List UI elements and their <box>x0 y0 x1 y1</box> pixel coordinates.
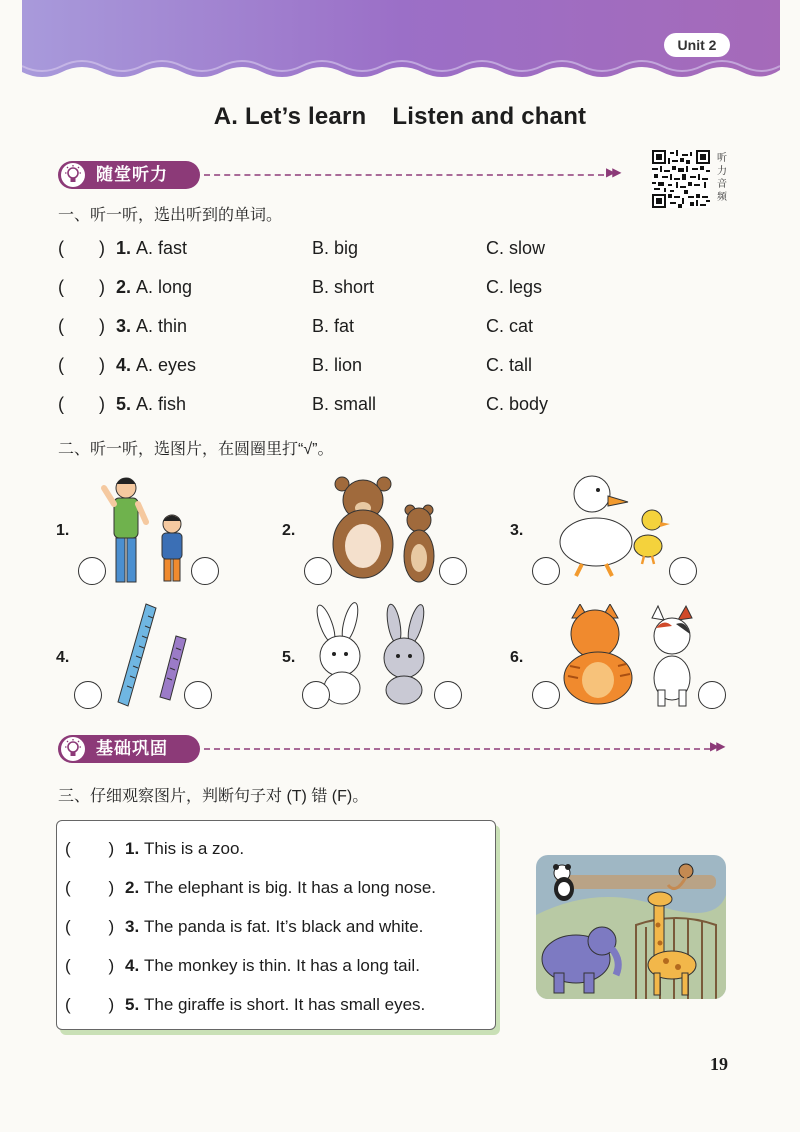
answer-blank[interactable]: ( ) <box>58 238 105 258</box>
picture-number: 1. <box>56 522 70 539</box>
big-duck-small-duck-illustration <box>556 470 672 584</box>
page-number: 19 <box>710 1054 728 1074</box>
q1-row <box>58 394 618 420</box>
statement-text: The giraffe is short. It has small eyes. <box>144 995 426 1014</box>
answer-blank[interactable]: ( ) <box>65 956 115 975</box>
option-c: C. tall <box>486 355 533 375</box>
answer-blank[interactable]: ( ) <box>58 277 105 297</box>
statement-text: The panda is fat. It’s black and white. <box>144 917 424 936</box>
item-number: 4. <box>116 355 132 375</box>
item-number: 3. <box>125 917 140 936</box>
dashed-divider <box>204 748 710 750</box>
option-b: B. big <box>312 238 359 258</box>
statement-text: The elephant is big. It has a long nose. <box>144 878 437 897</box>
option-c: C. cat <box>486 316 534 336</box>
q1-row <box>58 316 618 342</box>
answer-circle[interactable] <box>78 557 106 585</box>
section-listening <box>58 161 628 189</box>
option-b: B. short <box>312 277 375 297</box>
answer-circle[interactable] <box>532 557 560 585</box>
answer-blank[interactable]: ( ) <box>58 394 105 414</box>
q1-row <box>58 277 618 303</box>
title-part-b: Listen and chant <box>392 103 587 130</box>
option-a: A. fast <box>136 238 188 258</box>
big-bear-small-bear-illustration <box>326 474 442 586</box>
answer-blank[interactable]: ( ) <box>65 995 115 1014</box>
answer-circle[interactable] <box>439 557 467 585</box>
item-number: 5. <box>125 995 140 1014</box>
item-number: 2. <box>125 878 140 897</box>
page-title <box>0 103 800 131</box>
tall-man-short-boy-illustration <box>96 474 192 586</box>
option-a: A. thin <box>136 316 188 336</box>
option-c: C. body <box>486 394 549 414</box>
item-number: 2. <box>116 277 132 297</box>
option-c: C. slow <box>486 238 546 258</box>
zoo-scene-illustration <box>536 855 726 999</box>
qr-label: 听力音频 <box>717 153 727 203</box>
section-pill <box>58 735 200 763</box>
answer-circle[interactable] <box>184 681 212 709</box>
option-b: B. small <box>312 394 377 414</box>
answer-blank[interactable]: ( ) <box>65 878 115 897</box>
option-a: A. long <box>136 277 193 297</box>
question-3-heading: 三、仔细观察图片，判断句子对 (T) 错 (F)。 <box>58 788 369 805</box>
section-label: 基础巩固 <box>96 739 168 758</box>
item-number: 1. <box>116 238 132 258</box>
option-b: B. fat <box>312 316 355 336</box>
picture-number: 2. <box>282 522 296 539</box>
statement-text: The monkey is thin. It has a long tail. <box>144 956 420 975</box>
double-arrow-icon: ▶▶ <box>710 739 723 753</box>
answer-circle[interactable] <box>669 557 697 585</box>
answer-circle[interactable] <box>698 681 726 709</box>
picture-number: 3. <box>510 522 524 539</box>
true-false-box <box>56 820 496 1030</box>
answer-circle[interactable] <box>74 681 102 709</box>
question-1-heading: 一、听一听，选出听到的单词。 <box>58 207 283 224</box>
option-b: B. lion <box>312 355 363 375</box>
fat-cat-thin-cat-illustration <box>560 604 702 708</box>
answer-blank[interactable]: ( ) <box>58 316 105 336</box>
answer-blank[interactable]: ( ) <box>65 839 115 858</box>
item-number: 1. <box>125 839 140 858</box>
title-part-a: A. Let’s learn <box>213 103 367 130</box>
question-2-heading: 二、听一听，选图片，在圆圈里打“√”。 <box>58 441 334 458</box>
answer-circle[interactable] <box>302 681 330 709</box>
item-number: 3. <box>116 316 132 336</box>
option-c: C. legs <box>486 277 543 297</box>
answer-circle[interactable] <box>434 681 462 709</box>
option-a: A. fish <box>136 394 187 414</box>
item-number: 4. <box>125 956 140 975</box>
answer-circle[interactable] <box>304 557 332 585</box>
qr-code-icon[interactable] <box>652 150 710 208</box>
picture-number: 5. <box>282 649 296 666</box>
section-pill <box>58 161 200 189</box>
q1-row <box>58 238 618 264</box>
answer-circle[interactable] <box>532 681 560 709</box>
section-label: 随堂听力 <box>96 165 168 184</box>
lightbulb-icon <box>61 737 85 761</box>
answer-blank[interactable]: ( ) <box>58 355 105 375</box>
q1-row <box>58 355 618 381</box>
answer-blank[interactable]: ( ) <box>65 917 115 936</box>
answer-circle[interactable] <box>191 557 219 585</box>
unit-tag: Unit 2 <box>664 33 730 57</box>
picture-number: 6. <box>510 649 524 666</box>
picture-number: 4. <box>56 649 70 666</box>
section-basics <box>58 735 730 763</box>
item-number: 5. <box>116 394 132 414</box>
double-arrow-icon: ▶▶ <box>606 165 619 179</box>
dashed-divider <box>204 174 604 176</box>
statement-text: This is a zoo. <box>144 839 245 858</box>
lightbulb-icon <box>61 163 85 187</box>
option-a: A. eyes <box>136 355 197 375</box>
